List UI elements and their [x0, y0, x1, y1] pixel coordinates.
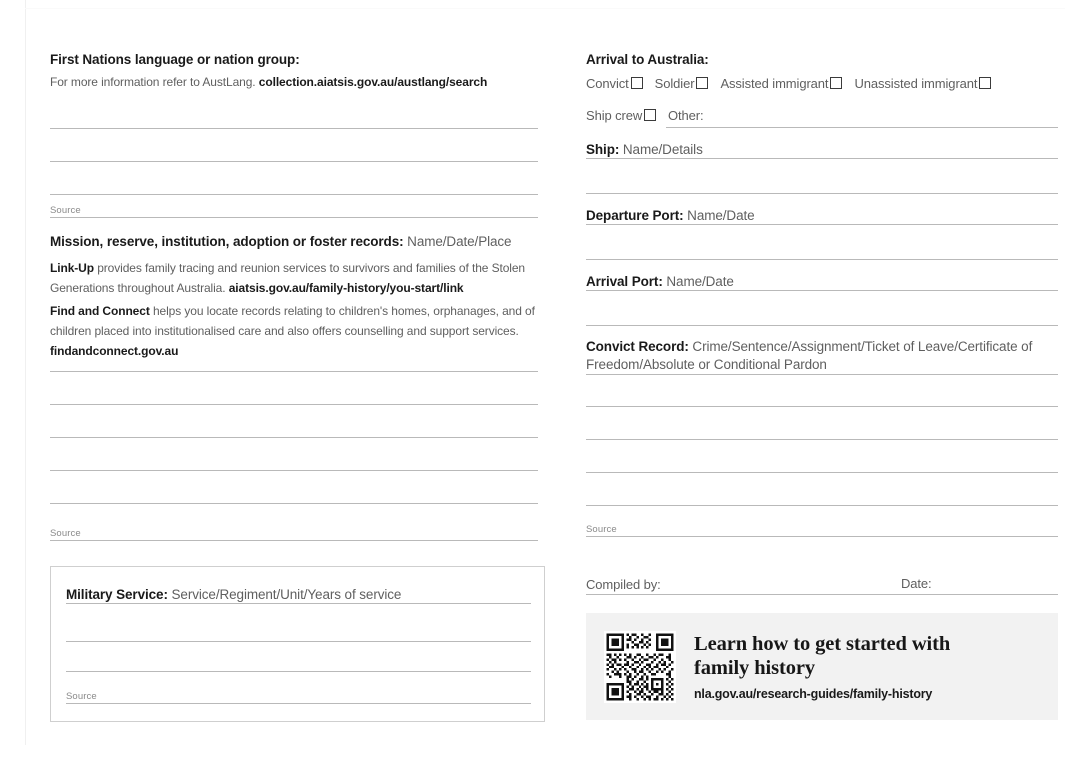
records-heading-rest: Name/Date/Place — [407, 234, 512, 249]
ship-write-line-1[interactable] — [586, 193, 1058, 194]
military-heading-line[interactable] — [66, 585, 531, 604]
convict-record-line[interactable] — [586, 338, 1058, 375]
arrival-port-label — [586, 272, 734, 291]
convict-record-label — [586, 338, 1058, 374]
promo-url[interactable]: nla.gov.au/research-guides/family-history — [694, 687, 933, 701]
compiled-rule — [586, 594, 1058, 595]
ship-label-rest: Name/Details — [622, 142, 703, 157]
language-source-label: Source — [50, 205, 81, 216]
option-convict-checkbox[interactable] — [631, 77, 643, 89]
arrival-section — [586, 52, 1058, 91]
findandconnect-name: Find and Connect — [50, 304, 150, 318]
arrival-port-label-bold: Arrival Port: — [586, 274, 663, 289]
departure-port-write-line-1[interactable] — [586, 259, 1058, 260]
language-source-line[interactable] — [50, 200, 538, 218]
military-heading-rest: Service/Regiment/Unit/Years of service — [171, 587, 402, 602]
promo-headline — [694, 632, 950, 680]
records-source-line[interactable] — [50, 523, 538, 541]
records-write-line-4[interactable] — [50, 470, 538, 471]
military-write-line-2[interactable] — [66, 671, 531, 672]
arrival-port-line[interactable] — [586, 272, 1058, 291]
military-heading — [66, 585, 401, 604]
records-source-label: Source — [50, 528, 81, 539]
arrival-options-row-1 — [586, 76, 1058, 91]
arrival-port-write-line-1[interactable] — [586, 325, 1058, 326]
language-heading: First Nations language or nation group: — [50, 52, 300, 67]
option-ship-crew[interactable] — [586, 108, 658, 123]
records-source-rule — [50, 540, 538, 541]
option-soldier-checkbox[interactable] — [696, 77, 708, 89]
convict-write-line-3[interactable] — [586, 472, 1058, 473]
promo-headline-line1: Learn how to get started with — [694, 633, 951, 655]
convict-write-line-4[interactable] — [586, 505, 1058, 506]
arrival-heading: Arrival to Australia: — [586, 52, 709, 67]
military-source-rule — [66, 703, 531, 704]
language-write-line-2[interactable] — [50, 161, 538, 162]
departure-port-label-bold: Departure Port: — [586, 208, 684, 223]
ship-label — [586, 140, 703, 159]
ship-label-bold: Ship: — [586, 142, 620, 157]
option-unassisted-immigrant-checkbox[interactable] — [979, 77, 991, 89]
compiled-by-label: Compiled by: — [586, 577, 661, 592]
departure-port-label — [586, 206, 755, 225]
language-section — [50, 52, 538, 92]
linkup-note — [50, 258, 538, 298]
convict-record-rule — [586, 374, 1058, 375]
other-label: Other: — [668, 108, 704, 123]
language-write-line-1[interactable] — [50, 128, 538, 129]
linkup-name: Link-Up — [50, 261, 94, 275]
convict-record-label-line2: Freedom/Absolute or Conditional Pardon — [586, 357, 827, 372]
records-write-line-3[interactable] — [50, 437, 538, 438]
records-write-line-2[interactable] — [50, 404, 538, 405]
option-assisted-immigrant[interactable] — [720, 76, 844, 91]
compiled-date-label: Date: — [901, 576, 932, 591]
page-edge-left — [25, 0, 26, 745]
language-source-rule — [50, 217, 538, 218]
convict-source-label: Source — [586, 524, 617, 535]
option-ship-crew-label: Ship crew — [586, 108, 643, 123]
language-note — [50, 72, 538, 92]
page-edge-top — [25, 8, 1065, 9]
findandconnect-text: helps you locate records relating to children's homes, orphanages, and of children placed into institutionalised care and also offers counselling and support services. — [50, 304, 535, 338]
convict-write-line-1[interactable] — [586, 406, 1058, 407]
option-unassisted-immigrant-label: Unassisted immigrant — [854, 76, 978, 91]
austlang-link[interactable]: collection.aiatsis.gov.au/austlang/search — [258, 75, 488, 89]
convict-source-rule — [586, 536, 1058, 537]
convict-record-label-bold: Convict Record: — [586, 339, 689, 354]
linkup-text: provides family tracing and reunion services to survivors and families of the Stolen Generations throughout Australia. — [50, 261, 526, 295]
other-write-line[interactable] — [666, 127, 1058, 128]
military-source-label: Source — [66, 691, 97, 702]
findandconnect-url[interactable]: findandconnect.gov.au — [50, 344, 179, 358]
records-write-line-5[interactable] — [50, 503, 538, 504]
linkup-url[interactable]: aiatsis.gov.au/family-history/you-start/link — [228, 281, 464, 295]
findandconnect-note — [50, 301, 538, 361]
convict-source-line[interactable] — [586, 519, 1058, 537]
compiled-by-line[interactable] — [586, 576, 1058, 595]
qr-code-icon — [604, 631, 676, 703]
ship-line[interactable] — [586, 140, 1058, 159]
convict-write-line-2[interactable] — [586, 439, 1058, 440]
military-heading-bold: Military Service: — [66, 587, 168, 602]
option-assisted-immigrant-label: Assisted immigrant — [720, 76, 829, 91]
language-note-prefix: For more information refer to AustLang. — [50, 75, 256, 89]
records-write-line-1[interactable] — [50, 371, 538, 372]
records-heading — [50, 232, 538, 251]
option-unassisted-immigrant[interactable] — [854, 76, 993, 91]
language-write-line-3[interactable] — [50, 194, 538, 195]
option-soldier-label: Soldier — [654, 76, 695, 91]
option-soldier[interactable] — [655, 76, 711, 91]
arrival-port-label-rest: Name/Date — [666, 274, 734, 289]
departure-port-line[interactable] — [586, 206, 1058, 225]
records-heading-bold: Mission, reserve, institution, adoption or foster records: — [50, 234, 404, 249]
option-convict-label: Convict — [586, 76, 629, 91]
promo-panel[interactable] — [586, 613, 1058, 720]
option-ship-crew-checkbox[interactable] — [644, 109, 656, 121]
military-source-line[interactable] — [66, 686, 531, 704]
records-section — [50, 232, 538, 361]
military-write-line-1[interactable] — [66, 641, 531, 642]
departure-port-label-rest: Name/Date — [687, 208, 755, 223]
military-service-box — [50, 566, 545, 722]
convict-record-label-rest: Crime/Sentence/Assignment/Ticket of Leave/Certificate of — [692, 339, 1033, 354]
option-convict[interactable] — [586, 76, 645, 91]
promo-headline-line2: family history — [694, 657, 816, 679]
ship-crew-other-row — [586, 108, 1058, 128]
option-assisted-immigrant-checkbox[interactable] — [830, 77, 842, 89]
promo-text-block — [694, 632, 950, 701]
